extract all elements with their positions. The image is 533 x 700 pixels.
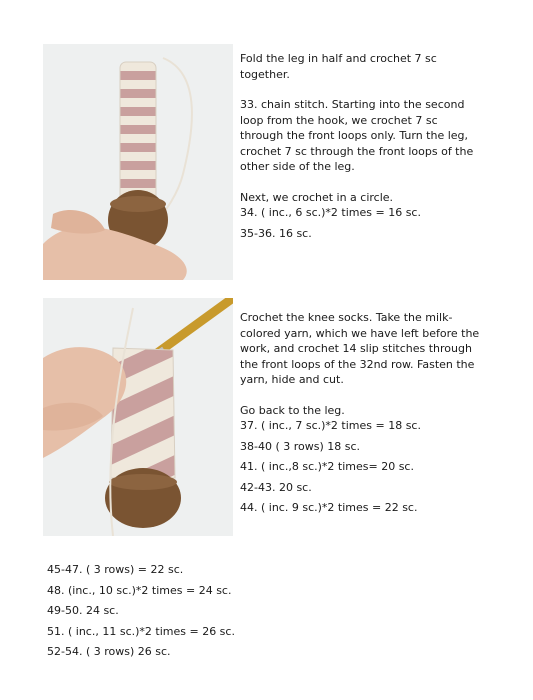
instruction-crochet-circle: Next, we crochet in a circle.: [240, 190, 394, 204]
instruction-row: 38-40 ( 3 rows) 18 sc.: [240, 439, 361, 453]
instructions-block-2: [240, 310, 484, 516]
instruction-row: 52-54. ( 3 rows) 26 sc.: [47, 645, 171, 658]
instruction-row: 49-50. 24 sc.: [47, 604, 119, 617]
instruction-row: 35-36. 16 sc.: [240, 226, 312, 240]
instruction-row: 42-43. 20 sc.: [240, 480, 312, 494]
instructions-block-1: [240, 51, 480, 241]
instruction-fold-leg: Fold the leg in half and crochet 7 sc together.: [240, 52, 437, 81]
photo-crochet-leg-folded: [43, 44, 233, 280]
instruction-knee-socks: Crochet the knee socks. Take the milk-colored yarn, which we have left before the work, and crochet 14 slip stitches through the front loops of the 32nd row. Fasten the yarn, hide and cut.: [240, 311, 480, 386]
photo-crochet-knee-socks: [43, 298, 233, 536]
crochet-hook-illustration: [43, 298, 233, 536]
instruction-row: 51. ( inc., 11 sc.)*2 times = 26 sc.: [47, 624, 235, 638]
instructions-block-3: [47, 562, 287, 660]
instruction-row: 41. ( inc.,8 sc.)*2 times= 20 sc.: [240, 460, 414, 473]
instruction-row: 44. ( inc. 9 sc.)*2 times = 22 sc.: [240, 501, 418, 514]
instruction-row: 45-47. ( 3 rows) = 22 sc.: [47, 563, 184, 576]
instruction-row: 34. ( inc., 6 sc.)*2 times = 16 sc.: [240, 206, 421, 219]
instruction-row: 37. ( inc., 7 sc.)*2 times = 18 sc.: [240, 419, 421, 432]
crochet-leg-illustration: [43, 44, 233, 280]
instruction-back-to-leg: Go back to the leg.: [240, 403, 345, 417]
instruction-row-33: 33. chain stitch. Starting into the second loop from the hook, we crochet 7 sc through the front loops only. Turn the leg, crochet 7 sc through the front loops of the other side of the leg.: [240, 98, 474, 173]
instruction-row: 48. (inc., 10 sc.)*2 times = 24 sc.: [47, 583, 232, 597]
